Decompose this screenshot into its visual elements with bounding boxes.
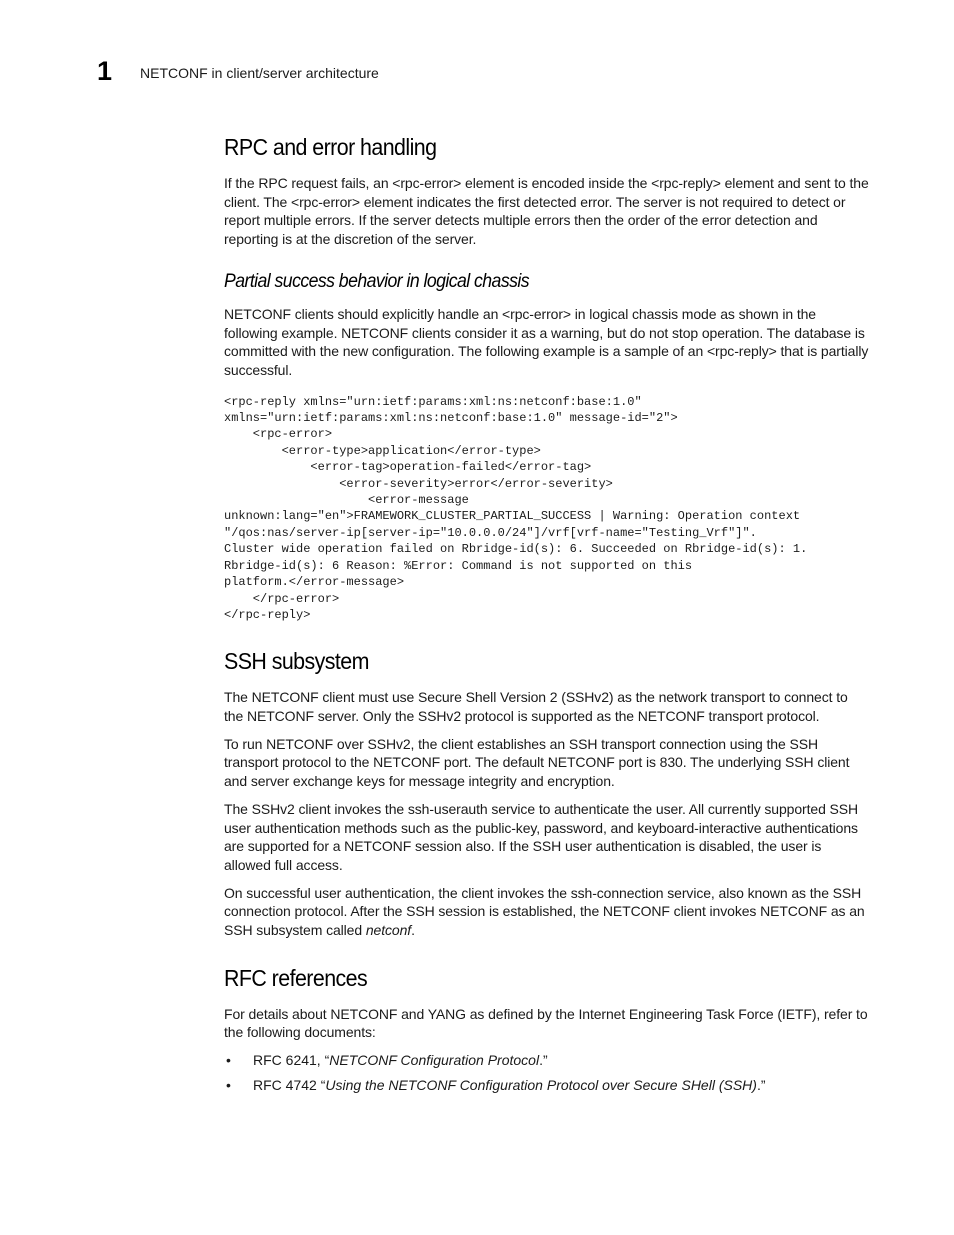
rfc-title: Using the NETCONF Configuration Protocol over Secure SHell (SSH) [325,1076,757,1093]
section-partial-success [224,269,870,624]
paragraph-text: On successful user authentication, the client invokes the ssh-connection service, also known as the SSH connection protocol. After the SSH session is established, the NETCONF client invokes NETCONF as an SSH subsystem called [224,884,865,939]
rfc-list [224,1051,870,1094]
rfc-number: RFC 6241, “ [253,1052,330,1069]
paragraph: The NETCONF client must use Secure Shell Version 2 (SSHv2) as the network transport to connect to the NETCONF server. Only the SSHv2 protocol is supported as the NETCONF transport protocol. [224,689,848,725]
section-heading: RPC and error handling [224,134,437,160]
subsystem-name: netconf [365,922,412,939]
rfc-suffix: .” [539,1052,548,1069]
section-rfc-references [224,963,870,1095]
paragraph: For details about NETCONF and YANG as defined by the Internet Engineering Task Force (IETF), refer to the following documents: [224,1005,868,1041]
section-heading: SSH subsystem [224,648,369,675]
section-ssh-subsystem [224,646,870,939]
list-item [224,1076,870,1095]
paragraph: To run NETCONF over SSHv2, the client establishes an SSH transport connection using the SSH transport protocol to the NETCONF port. The default NETCONF port is 830. The underlying SSH client and server exchange keys for message integrity and encryption. [224,735,850,790]
main-content [224,132,870,1101]
rfc-title: NETCONF Configuration Protocol [329,1052,540,1069]
subsection-heading: Partial success behavior in logical chassis [224,270,530,292]
bullet: • [226,1076,231,1093]
rfc-suffix: .” [756,1076,766,1093]
paragraph [224,884,870,940]
paragraph: The SSHv2 client invokes the ssh-userauth service to authenticate the user. All currently supported SSH user authentication methods such as the public-key, password, and keyboard-interactive authentications are supported for a NETCONF session also. If the SSH user authentication is disabled, the user is allowed full access. [224,800,859,873]
paragraph: If the RPC request fails, an <rpc-error> element is encoded inside the <rpc-reply> element and sent to the client. The <rpc-error> element indicates the first detected error. The server is not required to detect or report multiple errors. If the server detects multiple errors then the order of the error detection and reporting is at the discretion of the server. [224,175,869,248]
section-heading: RFC references [224,964,368,991]
paragraph-end: . [411,922,415,939]
rfc-number: RFC 4742 “ [253,1076,326,1093]
list-item [224,1051,870,1070]
chapter-title: NETCONF in client/server architecture [140,65,379,81]
paragraph: NETCONF clients should explicitly handle an <rpc-error> in logical chassis mode as shown in the following example. NETCONF clients consider it as a warning, but do not stop operation. The database is committed with the new configuration. The following example is a sample of an <rpc-reply> that is partially successful. [224,305,869,378]
code-example: <rpc-reply xmlns="urn:ietf:params:xml:ns:netconf:base:1.0" xmlns="urn:ietf:params:xml:ns:netconf:base:1.0" message-id="2"> <rpc-error> <error-type>application</error-type> <error-tag>operation-failed</error-tag> <error-severity>error</error-severity> <error-message unknown:lang="en">FRAMEWORK_CLUSTER_PARTIAL_SUCCESS | Warning: Operation context "/qos:nas/server-ip[server-ip="10.0.0.0/24"]/vrf[vrf-name="Testing_Vrf"]". Cluster wide operation failed on Rbridge-id(s): 6. Succeeded on Rbridge-id(s): 1. Rbridge-id(s): 6 Reason: %Error: Command is not supported on this platform.</error-message> </rpc-error> </rpc-reply> [224,394,808,622]
section-rpc-error-handling [224,132,870,249]
bullet: • [226,1052,231,1069]
chapter-number: 1 [97,56,113,86]
